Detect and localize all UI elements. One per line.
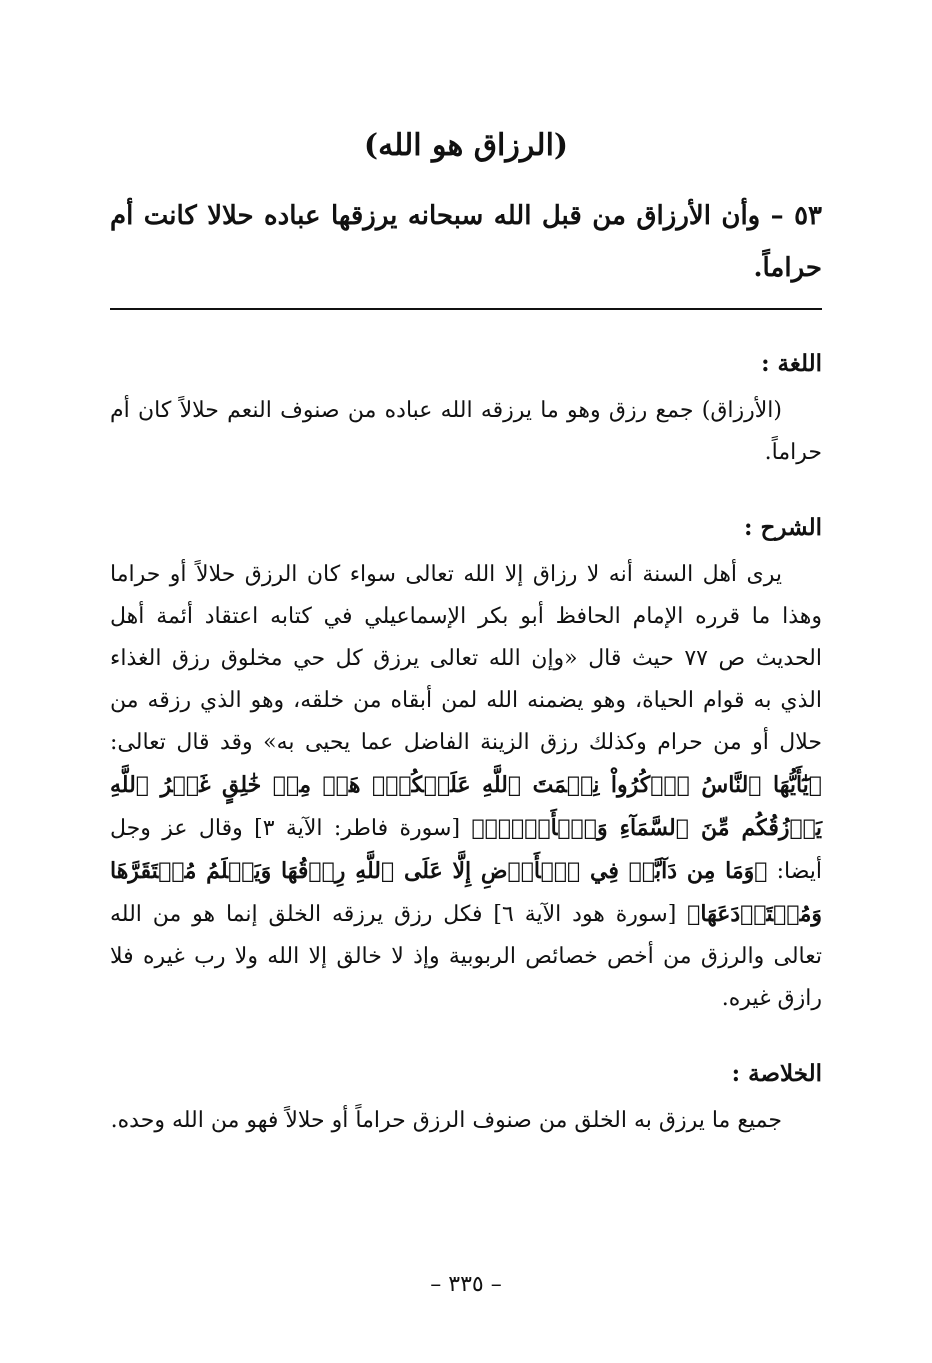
lugha-heading: اللغة : <box>761 350 822 377</box>
khulasa-heading: الخلاصة : <box>731 1060 822 1087</box>
quran-verse-fatir: ﴿يَٰٓأَيُّهَا ٱلنَّاسُ ٱذۡكُرُواْ نِعۡمَتَ ٱللَّهِ عَلَيۡكُمۡۚ هَلۡ مِنۡ خَٰلِقٍ غَيۡرُ ٱللَّهِ يَرۡزُقُكُم مِّنَ ٱلسَّمَآءِ وَٱلۡأَرۡضِۚ﴾ <box>110 772 822 841</box>
page-number: – ٣٣٥ – <box>430 1272 502 1297</box>
sharh-text <box>110 554 822 1020</box>
sharh-part-1: يرى أهل السنة أنه لا رزاق إلا الله تعالى سواء كان الرزق حلالاً أو حراما وهذا ما قرره الإمام الحافظ أبو بكر الإسماعيلي في كتابه اعتقاد أئمة أهل الحديث ص ٧٧ حيث قال «وإن الله تعالى يرزق كل حي مخلوق رزق الغذاء الذي به قوام الحياة، وهو يضمنه الله لمن أبقاه من خلقه، وهو الذي رزقه من حلال أو من حرام وكذلك رزق الزينة الفاضل عما يحيى به» وقد قال تعالى: <box>110 562 822 755</box>
chapter-title: (الرزاق هو الله) <box>363 128 569 163</box>
sharh-heading: الشرح : <box>744 514 822 541</box>
lugha-text: (الأرزاق) جمع رزق وهو ما يرزقه الله عباده من صنوف النعم حلالاً كان أم حراماً. <box>110 398 822 465</box>
sharh-part-2: [سورة فاطر: الآية ٣] وقال عز وجل أيضا: <box>110 816 823 884</box>
khulasa-text: جميع ما يرزق به الخلق من صنوف الرزق حراماً أو حلالاً فهو من الله وحده. <box>110 1108 782 1133</box>
sharh-part-3: [سورة هود الآية ٦] فكل رزق يرزقه الخلق إنما هو من الله تعالى والرزق من أخص خصائص الربوبية وإذ لا خالق إلا الله ولا رب غيره فلا رازق غيره. <box>110 902 823 1011</box>
divider <box>110 308 822 310</box>
book-page <box>110 100 822 1142</box>
quran-verse-hud: ﴿وَمَا مِن دَآبَّةٖ فِي ٱلۡأَرۡضِ إِلَّا عَلَى ٱللَّهِ رِزۡقُهَا وَيَعۡلَمُ مُسۡتَقَرَّهَا وَمُسۡتَوۡدَعَهَا﴾ <box>110 858 822 927</box>
matn-text: ٥٣ – وأن الأرزاق من قبل الله سبحانه يرزقها عباده حلالا كانت أم حراماً. <box>110 201 822 283</box>
